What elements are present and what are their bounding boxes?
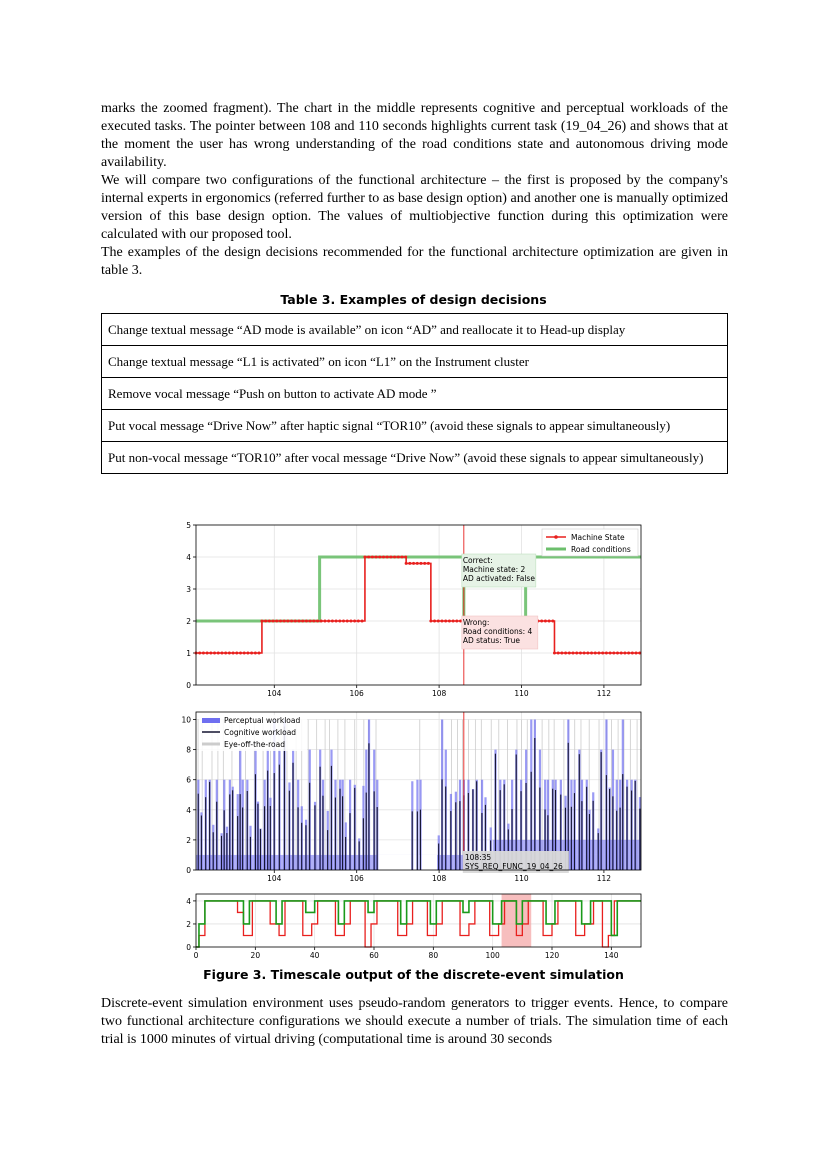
machine-state-point xyxy=(429,620,432,623)
machine-state-point xyxy=(579,652,582,655)
machine-state-point xyxy=(260,620,263,623)
x-tick-label: 110 xyxy=(514,874,529,883)
machine-state-point xyxy=(382,556,385,559)
machine-state-point xyxy=(254,652,257,655)
machine-state-point xyxy=(594,652,597,655)
y-tick-label: 8 xyxy=(186,745,191,755)
machine-state-point xyxy=(416,562,419,565)
machine-state-point xyxy=(605,652,608,655)
x-tick-label: 108 xyxy=(431,874,447,883)
machine-state-point xyxy=(323,620,326,623)
legend-cognitive-label: Cognitive workload xyxy=(224,728,297,737)
machine-state-point xyxy=(389,556,392,559)
table-cell: Change textual message “L1 is activated” on icon “L1” on the Instrument cluster xyxy=(102,346,728,378)
legend-machine-marker xyxy=(554,535,558,539)
machine-state-point xyxy=(375,556,378,559)
machine-state-point xyxy=(412,562,415,565)
machine-state-point xyxy=(551,620,554,623)
paragraph-simulation: Discrete-event simulation environment uses pseudo-random generators to trigger events. Hence, to compare two functional architecture configurations we should execute a number of trials. The simulation time of each trial is 1000 minutes of virtual driving (computational time is around 30 seconds xyxy=(101,996,728,1047)
y-tick-label: 10 xyxy=(181,715,191,725)
machine-state-point xyxy=(217,652,220,655)
paragraph-configurations: We will compare two configurations of the functional architecture – the first is proposed by the company's internal experts in ergonomics (referred further to as base design option) and another one is manually optimized version of this base design option. The values of multiobjective function during this optimization were calculated with our proposed tool. xyxy=(101,173,728,242)
machine-state-point xyxy=(427,562,430,565)
machine-state-point xyxy=(228,652,231,655)
machine-state-point xyxy=(346,620,349,623)
machine-state-point xyxy=(309,620,312,623)
y-tick-label: 2 xyxy=(186,835,191,845)
x-tick-label: 112 xyxy=(596,874,612,883)
machine-state-point xyxy=(316,620,319,623)
x-tick-label: 106 xyxy=(349,689,364,698)
machine-state-point xyxy=(586,652,589,655)
machine-state-point xyxy=(342,620,345,623)
machine-state-point xyxy=(258,652,261,655)
x-tick-label: 104 xyxy=(267,689,282,698)
machine-state-point xyxy=(298,620,301,623)
legend-machine-label: Machine State xyxy=(571,533,625,542)
machine-state-point xyxy=(353,620,356,623)
machine-state-point xyxy=(272,620,275,623)
y-tick-label: 4 xyxy=(186,896,191,906)
x-tick-label: 112 xyxy=(596,689,612,698)
x-tick-label: 80 xyxy=(428,951,439,960)
machine-state-point xyxy=(405,562,408,565)
y-tick-label: 5 xyxy=(186,521,191,530)
machine-state-point xyxy=(386,556,389,559)
machine-state-point xyxy=(397,556,400,559)
machine-state-point xyxy=(597,652,600,655)
paragraph-intro: marks the zoomed fragment). The chart in the middle represents cognitive and perceptual workloads of the executed tasks. The pointer between 108 and 110 seconds highlights current task (19_04_26) and shows that at the moment the user has wrong understanding of the road conditions state and autonomous driving mode availability. xyxy=(101,101,728,170)
annotation-correct-line: Machine state: 2 xyxy=(462,565,526,574)
x-tick-label: 60 xyxy=(369,951,379,960)
table-cell: Remove vocal message “Push on button to activate AD mode ” xyxy=(102,378,728,410)
machine-state-point xyxy=(620,652,623,655)
x-tick-label: 104 xyxy=(267,874,282,883)
machine-state-point xyxy=(202,652,205,655)
machine-state-point xyxy=(357,620,360,623)
x-tick-label: 106 xyxy=(349,874,364,883)
y-tick-label: 2 xyxy=(186,617,191,626)
machine-state-point xyxy=(568,652,571,655)
machine-state-point xyxy=(609,652,612,655)
machine-state-point xyxy=(623,652,626,655)
y-tick-label: 6 xyxy=(186,775,191,785)
machine-state-point xyxy=(548,620,551,623)
machine-state-point xyxy=(250,652,253,655)
machine-state-point xyxy=(423,562,426,565)
annotation-wrong-line: Wrong: xyxy=(462,618,490,627)
machine-state-point xyxy=(557,652,560,655)
machine-state-point xyxy=(553,652,556,655)
machine-state-point xyxy=(283,620,286,623)
machine-state-point xyxy=(361,620,364,623)
machine-state-point xyxy=(338,620,341,623)
machine-state-point xyxy=(246,652,249,655)
table-caption: Table 3. Examples of design decisions xyxy=(280,292,547,307)
machine-state-point xyxy=(540,620,543,623)
plot-area-3 xyxy=(196,894,641,947)
legend-road-label: Road conditions xyxy=(571,545,631,554)
machine-state-point xyxy=(575,652,578,655)
machine-state-point xyxy=(331,620,334,623)
y-tick-label: 4 xyxy=(186,553,191,562)
machine-state-point xyxy=(452,620,455,623)
machine-state-point xyxy=(612,652,615,655)
machine-state-point xyxy=(404,556,407,559)
task-annotation-line: 108:35 xyxy=(464,853,492,862)
machine-state-point xyxy=(419,562,422,565)
x-tick-label: 140 xyxy=(604,951,619,960)
machine-state-point xyxy=(232,652,235,655)
machine-state-point xyxy=(320,620,323,623)
x-tick-label: 110 xyxy=(514,689,529,698)
annotation-wrong-line: AD status: True xyxy=(462,636,521,645)
x-tick-label: 100 xyxy=(485,951,500,960)
machine-state-point xyxy=(349,620,352,623)
machine-state-point xyxy=(433,620,436,623)
machine-state-point xyxy=(239,652,242,655)
machine-state-point xyxy=(279,620,282,623)
y-tick-label: 4 xyxy=(186,805,191,815)
machine-state-point xyxy=(286,620,289,623)
y-tick-label: 0 xyxy=(186,866,191,875)
y-tick-label: 1 xyxy=(186,649,191,658)
machine-state-point xyxy=(564,652,567,655)
machine-state-point xyxy=(393,556,396,559)
machine-state-point xyxy=(444,620,447,623)
machine-state-point xyxy=(264,620,267,623)
machine-state-point xyxy=(294,620,297,623)
machine-state-point xyxy=(367,556,370,559)
annotation-correct-line: AD activated: False xyxy=(462,574,535,583)
machine-state-point xyxy=(371,556,374,559)
machine-state-point xyxy=(224,652,227,655)
machine-state-point xyxy=(440,620,443,623)
machine-state-point xyxy=(213,652,216,655)
legend-eye-label: Eye-off-the-road xyxy=(224,740,285,749)
machine-state-point xyxy=(275,620,278,623)
machine-state-point xyxy=(601,652,604,655)
machine-state-point xyxy=(235,652,238,655)
y-tick-label: 0 xyxy=(186,943,191,952)
table-cell: Change textual message “AD mode is available” on icon “AD” and reallocate it to Head-up display xyxy=(102,314,728,346)
legend-perceptual-label: Perceptual workload xyxy=(224,716,301,725)
machine-state-point xyxy=(363,556,366,559)
machine-state-point xyxy=(305,620,308,623)
machine-state-point xyxy=(220,652,223,655)
x-tick-label: 20 xyxy=(250,951,261,960)
machine-state-point xyxy=(437,620,440,623)
machine-state-point xyxy=(206,652,209,655)
machine-state-point xyxy=(627,652,630,655)
annotation-correct-line: Correct: xyxy=(462,556,493,565)
machine-state-point xyxy=(268,620,271,623)
machine-state-point xyxy=(544,620,547,623)
y-tick-label: 0 xyxy=(186,681,191,690)
task-annotation-line: SYS_REQ_FUNC_19_04_26 xyxy=(464,862,563,871)
machine-state-point xyxy=(243,652,246,655)
table-cell: Put vocal message “Drive Now” after haptic signal “TOR10” (avoid these signals to appear simultaneously) xyxy=(102,410,728,442)
machine-state-point xyxy=(572,652,575,655)
table-cell: Put non-vocal message “TOR10” after vocal message “Drive Now” (avoid these signals to appear simultaneously) xyxy=(102,442,728,474)
workload-gap xyxy=(377,855,437,870)
machine-state-point xyxy=(378,556,381,559)
y-tick-label: 3 xyxy=(186,585,191,594)
machine-state-point xyxy=(408,562,411,565)
annotation-wrong-line: Road conditions: 4 xyxy=(462,627,533,636)
machine-state-point xyxy=(560,652,563,655)
machine-state-point xyxy=(327,620,330,623)
figure-caption: Figure 3. Timescale output of the discrete-event simulation xyxy=(203,967,624,982)
x-tick-label: 0 xyxy=(193,951,199,960)
machine-state-point xyxy=(455,620,458,623)
machine-state-point xyxy=(335,620,338,623)
x-tick-label: 108 xyxy=(431,689,447,698)
legend-perceptual-swatch xyxy=(202,718,220,723)
paragraph-examples: The examples of the design decisions recommended for the functional architecture optimization are given in table 3. xyxy=(101,245,728,278)
x-tick-label: 120 xyxy=(544,951,560,960)
machine-state-point xyxy=(635,652,638,655)
machine-state-point xyxy=(198,652,201,655)
machine-state-point xyxy=(290,620,293,623)
machine-state-point xyxy=(590,652,593,655)
machine-state-point xyxy=(209,652,212,655)
machine-state-point xyxy=(616,652,619,655)
y-tick-label: 2 xyxy=(186,919,191,929)
machine-state-point xyxy=(448,620,451,623)
machine-state-point xyxy=(583,652,586,655)
machine-state-point xyxy=(312,620,315,623)
x-tick-label: 40 xyxy=(309,951,320,960)
machine-state-point xyxy=(631,652,634,655)
machine-state-point xyxy=(401,556,404,559)
machine-state-point xyxy=(301,620,304,623)
